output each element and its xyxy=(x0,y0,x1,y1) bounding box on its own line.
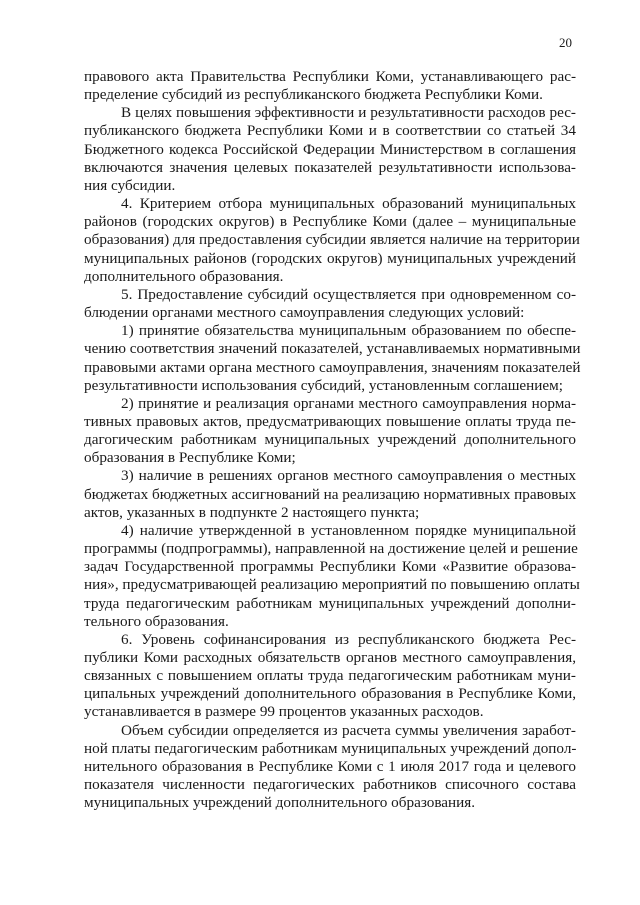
paragraph-line: правовыми актами органа местного самоуправления, значениям показателей xyxy=(84,358,581,376)
document-body xyxy=(84,68,581,812)
paragraph xyxy=(84,467,576,521)
paragraph-line: образования) для предоставления субсидии является наличие на территории xyxy=(84,231,580,249)
paragraph-line: актов, указанных в подпункте 2 настоящего пункта; xyxy=(84,503,420,521)
paragraph-line: ной платы педагогическим работникам муниципальных учреждений допол- xyxy=(84,739,577,757)
paragraph-line: правового акта Правительства Республики Коми, устанавливающего рас- xyxy=(84,68,576,85)
paragraph-line: Бюджетного кодекса Российской Федерации Министерством в соглашения xyxy=(84,140,576,158)
paragraph-line: 1) принятие обязательства муниципальным образованием по обеспе- xyxy=(121,322,576,340)
paragraph-line: задач Государственной программы Республики Коми «Развитие образова- xyxy=(84,558,576,576)
paragraph-line: образования в Республике Коми; xyxy=(84,449,296,467)
paragraph xyxy=(84,195,580,286)
paragraph xyxy=(84,68,576,104)
paragraph-line: 4) наличие утвержденной в установленном порядке муниципальной xyxy=(121,521,576,539)
paragraph-line: дагогическим работникам муниципальных учреждений дополнительного xyxy=(84,431,576,449)
paragraph-line: Объем субсидии определяется из расчета суммы увеличения заработ- xyxy=(121,721,576,739)
page-number: 20 xyxy=(559,35,572,50)
paragraph-line: публики Коми расходных обязательств органов местного самоуправления, xyxy=(84,649,576,666)
paragraph xyxy=(84,631,576,722)
paragraph-line: пределение субсидий из республиканского бюджета Республики Коми. xyxy=(84,86,543,104)
paragraph-line: 3) наличие в решениях органов местного самоуправления о местных xyxy=(121,467,576,485)
paragraph-line: труда педагогическим работникам муниципальных учреждений дополни- xyxy=(84,594,576,612)
paragraph-line: муниципальных учреждений дополнительного образования. xyxy=(84,794,476,812)
paragraph xyxy=(84,286,576,322)
paragraph-line: ния субсидии. xyxy=(84,176,176,194)
paragraph-line: 6. Уровень софинансирования из республиканского бюджета Рес- xyxy=(121,630,576,648)
paragraph xyxy=(84,104,576,195)
paragraph-line: нительного образования в Республике Коми с 1 июля 2017 года и целевого xyxy=(84,757,576,775)
paragraph xyxy=(84,322,581,395)
paragraph-line: муниципальных районов (городских округов) муниципальных учреждений xyxy=(84,249,576,267)
paragraph-line: тивных правовых актов, предусматривающих повышение оплаты труда пе- xyxy=(84,412,576,430)
paragraph-line: показателя численности педагогических работников списочного состава xyxy=(84,776,576,794)
paragraph-line: результативности использования субсидий, установленным соглашением; xyxy=(84,376,563,394)
paragraph-line: 2) принятие и реализация органами местного самоуправления норма- xyxy=(121,394,576,412)
paragraph-line: ния», предусматривающей реализацию мероприятий по повышению оплаты xyxy=(84,576,580,594)
paragraph-line: публиканского бюджета Республики Коми и в соответствии со статьей 34 xyxy=(84,122,576,140)
paragraph-line: тельного образования. xyxy=(84,612,229,630)
paragraph-line: бюджетах бюджетных ассигнований на реализацию нормативных правовых xyxy=(84,485,577,503)
paragraph-line: включаются значения целевых показателей результативности использова- xyxy=(84,158,576,176)
paragraph xyxy=(84,395,576,468)
paragraph-line: ципальных учреждений дополнительного образования в Республике Коми, xyxy=(84,685,576,703)
paragraph-line: В целях повышения эффективности и результативности расходов рес- xyxy=(121,104,576,122)
paragraph xyxy=(84,722,576,813)
paragraph-line: дополнительного образования. xyxy=(84,267,284,285)
paragraph-line: чению соответствия значений показателей, устанавливаемых нормативными xyxy=(84,340,581,358)
paragraph-line: связанных с повышением оплаты труда педагогическим работникам муни- xyxy=(84,667,576,685)
paragraph-line: программы (подпрограммы), направленной на достижение целей и решение xyxy=(84,540,578,558)
paragraph-line: устанавливается в размере 99 процентов указанных расходов. xyxy=(84,703,484,721)
paragraph-line: районов (городских округов) в Республике Коми (далее – муниципальные xyxy=(84,213,576,231)
paragraph xyxy=(84,521,580,631)
paragraph-line: 5. Предоставление субсидий осуществляется при одновременном со- xyxy=(121,285,576,303)
paragraph-line: блюдении органами местного самоуправления следующих условий: xyxy=(84,304,525,322)
paragraph-line: 4. Критерием отбора муниципальных образований муниципальных xyxy=(121,195,576,213)
